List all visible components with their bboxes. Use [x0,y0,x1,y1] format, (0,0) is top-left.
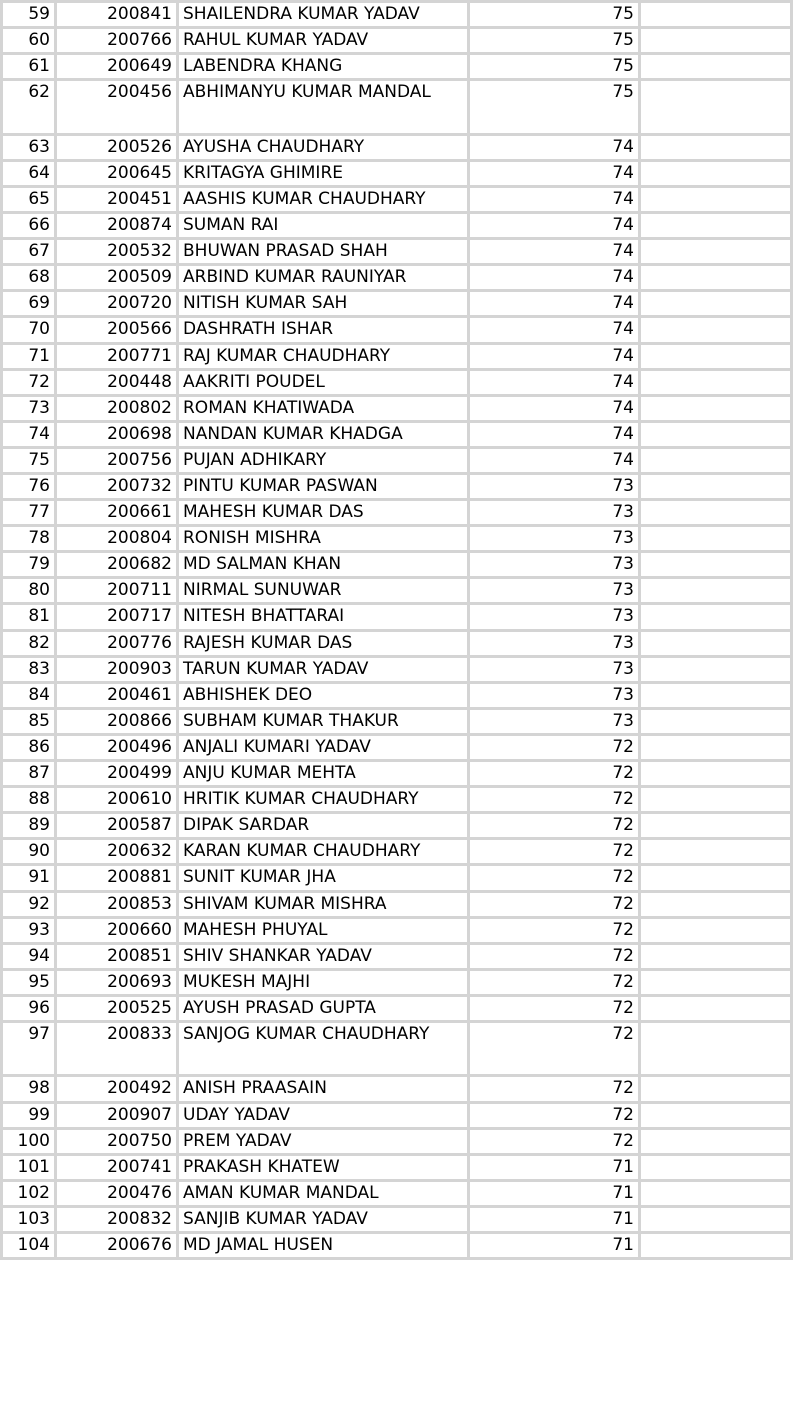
table-row [2,1076,792,1102]
remarks-cell [640,474,792,500]
marks-cell: 74 [469,291,640,317]
table-row [2,134,792,160]
marks-cell: 72 [469,734,640,760]
table-row [2,395,792,421]
student-name-cell: MUKESH MAJHI [178,969,469,995]
student-id-cell: 200587 [56,813,178,839]
serial-number-cell: 83 [2,656,56,682]
student-name-cell: ROMAN KHATIWADA [178,395,469,421]
table-row [2,2,792,28]
table-row [2,1102,792,1128]
marks-cell: 73 [469,604,640,630]
student-name-cell: AMAN KUMAR MANDAL [178,1180,469,1206]
serial-number-cell: 61 [2,54,56,80]
table-row [2,186,792,212]
table-row [2,995,792,1021]
student-name-cell: LABENDRA KHANG [178,54,469,80]
marks-cell: 72 [469,891,640,917]
table-row [2,604,792,630]
student-id-cell: 200907 [56,1102,178,1128]
student-id-cell: 200804 [56,526,178,552]
student-name-cell: NIRMAL SUNUWAR [178,578,469,604]
student-name-cell: MAHESH KUMAR DAS [178,500,469,526]
serial-number-cell: 97 [2,1021,56,1076]
serial-number-cell: 65 [2,186,56,212]
serial-number-cell: 84 [2,682,56,708]
remarks-cell [640,682,792,708]
student-name-cell: PREM YADAV [178,1128,469,1154]
serial-number-cell: 96 [2,995,56,1021]
table-row [2,54,792,80]
marks-cell: 72 [469,1076,640,1102]
serial-number-cell: 69 [2,291,56,317]
student-id-cell: 200645 [56,160,178,186]
marks-cell: 72 [469,865,640,891]
student-id-cell: 200525 [56,995,178,1021]
serial-number-cell: 60 [2,28,56,54]
student-id-cell: 200499 [56,761,178,787]
serial-number-cell: 62 [2,80,56,135]
serial-number-cell: 63 [2,134,56,160]
marks-cell: 73 [469,526,640,552]
serial-number-cell: 103 [2,1206,56,1232]
marks-cell: 75 [469,54,640,80]
serial-number-cell: 99 [2,1102,56,1128]
marks-cell: 74 [469,395,640,421]
student-id-cell: 200509 [56,265,178,291]
remarks-cell [640,1154,792,1180]
student-id-cell: 200881 [56,865,178,891]
serial-number-cell: 66 [2,213,56,239]
serial-number-cell: 100 [2,1128,56,1154]
table-row [2,500,792,526]
remarks-cell [640,54,792,80]
table-row [2,265,792,291]
student-id-cell: 200532 [56,239,178,265]
student-name-cell: AYUSH PRASAD GUPTA [178,995,469,1021]
remarks-cell [640,1233,792,1259]
student-name-cell: TARUN KUMAR YADAV [178,656,469,682]
student-id-cell: 200802 [56,395,178,421]
remarks-cell [640,28,792,54]
table-row [2,160,792,186]
remarks-cell [640,239,792,265]
marks-cell: 72 [469,787,640,813]
table-row [2,813,792,839]
student-id-cell: 200720 [56,291,178,317]
marks-cell: 73 [469,552,640,578]
remarks-cell [640,500,792,526]
student-name-cell: MD JAMAL HUSEN [178,1233,469,1259]
student-name-cell: RAJ KUMAR CHAUDHARY [178,343,469,369]
student-id-cell: 200526 [56,134,178,160]
remarks-cell [640,839,792,865]
student-id-cell: 200741 [56,1154,178,1180]
marks-cell: 72 [469,839,640,865]
table-row [2,1180,792,1206]
results-table-body [2,2,792,1259]
student-id-cell: 200610 [56,787,178,813]
table-row [2,734,792,760]
serial-number-cell: 94 [2,943,56,969]
serial-number-cell: 67 [2,239,56,265]
serial-number-cell: 98 [2,1076,56,1102]
remarks-cell [640,395,792,421]
student-id-cell: 200693 [56,969,178,995]
student-id-cell: 200496 [56,734,178,760]
table-row [2,917,792,943]
remarks-cell [640,969,792,995]
student-name-cell: ARBIND KUMAR RAUNIYAR [178,265,469,291]
serial-number-cell: 102 [2,1180,56,1206]
student-name-cell: SUMAN RAI [178,213,469,239]
marks-cell: 71 [469,1154,640,1180]
table-row [2,839,792,865]
table-row [2,526,792,552]
table-row [2,761,792,787]
student-id-cell: 200660 [56,917,178,943]
serial-number-cell: 95 [2,969,56,995]
student-name-cell: SHIVAM KUMAR MISHRA [178,891,469,917]
serial-number-cell: 76 [2,474,56,500]
marks-cell: 74 [469,213,640,239]
student-id-cell: 200766 [56,28,178,54]
marks-cell: 74 [469,160,640,186]
remarks-cell [640,995,792,1021]
serial-number-cell: 93 [2,917,56,943]
remarks-cell [640,2,792,28]
remarks-cell [640,917,792,943]
student-name-cell: DASHRATH ISHAR [178,317,469,343]
marks-cell: 73 [469,708,640,734]
marks-cell: 72 [469,813,640,839]
table-row [2,239,792,265]
remarks-cell [640,865,792,891]
remarks-cell [640,891,792,917]
serial-number-cell: 71 [2,343,56,369]
marks-cell: 72 [469,1021,640,1076]
student-name-cell: PUJAN ADHIKARY [178,447,469,473]
marks-cell: 74 [469,186,640,212]
remarks-cell [640,160,792,186]
remarks-cell [640,526,792,552]
table-row [2,474,792,500]
marks-cell: 73 [469,500,640,526]
serial-number-cell: 91 [2,865,56,891]
marks-cell: 72 [469,943,640,969]
student-name-cell: NITESH BHATTARAI [178,604,469,630]
table-row [2,1154,792,1180]
student-name-cell: KRITAGYA GHIMIRE [178,160,469,186]
student-name-cell: ANJALI KUMARI YADAV [178,734,469,760]
serial-number-cell: 70 [2,317,56,343]
student-id-cell: 200682 [56,552,178,578]
student-id-cell: 200456 [56,80,178,135]
student-id-cell: 200649 [56,54,178,80]
student-id-cell: 200732 [56,474,178,500]
remarks-cell [640,552,792,578]
student-id-cell: 200711 [56,578,178,604]
student-name-cell: RAHUL KUMAR YADAV [178,28,469,54]
serial-number-cell: 86 [2,734,56,760]
marks-cell: 74 [469,421,640,447]
student-name-cell: SUBHAM KUMAR THAKUR [178,708,469,734]
serial-number-cell: 75 [2,447,56,473]
serial-number-cell: 85 [2,708,56,734]
student-name-cell: ANJU KUMAR MEHTA [178,761,469,787]
student-name-cell: BHUWAN PRASAD SHAH [178,239,469,265]
remarks-cell [640,734,792,760]
marks-cell: 73 [469,630,640,656]
serial-number-cell: 74 [2,421,56,447]
student-name-cell: PRAKASH KHATEW [178,1154,469,1180]
table-row [2,447,792,473]
serial-number-cell: 68 [2,265,56,291]
student-name-cell: HRITIK KUMAR CHAUDHARY [178,787,469,813]
student-id-cell: 200853 [56,891,178,917]
remarks-cell [640,265,792,291]
student-name-cell: DIPAK SARDAR [178,813,469,839]
student-id-cell: 200632 [56,839,178,865]
student-name-cell: RAJESH KUMAR DAS [178,630,469,656]
remarks-cell [640,447,792,473]
marks-cell: 71 [469,1180,640,1206]
serial-number-cell: 59 [2,2,56,28]
marks-cell: 72 [469,995,640,1021]
student-name-cell: SHAILENDRA KUMAR YADAV [178,2,469,28]
marks-cell: 74 [469,317,640,343]
remarks-cell [640,708,792,734]
student-id-cell: 200833 [56,1021,178,1076]
student-id-cell: 200661 [56,500,178,526]
student-id-cell: 200874 [56,213,178,239]
student-id-cell: 200866 [56,708,178,734]
student-name-cell: KARAN KUMAR CHAUDHARY [178,839,469,865]
remarks-cell [640,1076,792,1102]
marks-cell: 74 [469,447,640,473]
table-row [2,578,792,604]
marks-cell: 73 [469,474,640,500]
remarks-cell [640,1102,792,1128]
student-name-cell: AYUSHA CHAUDHARY [178,134,469,160]
serial-number-cell: 78 [2,526,56,552]
student-name-cell: NANDAN KUMAR KHADGA [178,421,469,447]
marks-cell: 72 [469,917,640,943]
serial-number-cell: 64 [2,160,56,186]
marks-cell: 74 [469,369,640,395]
marks-cell: 72 [469,1128,640,1154]
student-id-cell: 200851 [56,943,178,969]
remarks-cell [640,578,792,604]
remarks-cell [640,213,792,239]
marks-cell: 75 [469,28,640,54]
serial-number-cell: 77 [2,500,56,526]
student-id-cell: 200451 [56,186,178,212]
table-row [2,682,792,708]
table-row [2,552,792,578]
marks-cell: 74 [469,134,640,160]
table-row [2,1128,792,1154]
marks-cell: 71 [469,1206,640,1232]
serial-number-cell: 104 [2,1233,56,1259]
student-name-cell: SHIV SHANKAR YADAV [178,943,469,969]
remarks-cell [640,134,792,160]
serial-number-cell: 82 [2,630,56,656]
remarks-cell [640,630,792,656]
serial-number-cell: 88 [2,787,56,813]
remarks-cell [640,317,792,343]
student-id-cell: 200771 [56,343,178,369]
student-id-cell: 200832 [56,1206,178,1232]
remarks-cell [640,421,792,447]
remarks-cell [640,80,792,135]
serial-number-cell: 72 [2,369,56,395]
remarks-cell [640,656,792,682]
table-row [2,630,792,656]
serial-number-cell: 80 [2,578,56,604]
student-name-cell: ANISH PRAASAIN [178,1076,469,1102]
student-id-cell: 200717 [56,604,178,630]
serial-number-cell: 79 [2,552,56,578]
student-name-cell: SANJIB KUMAR YADAV [178,1206,469,1232]
serial-number-cell: 101 [2,1154,56,1180]
table-row [2,28,792,54]
marks-cell: 72 [469,1102,640,1128]
serial-number-cell: 90 [2,839,56,865]
marks-cell: 74 [469,239,640,265]
remarks-cell [640,186,792,212]
table-row [2,1233,792,1259]
student-name-cell: NITISH KUMAR SAH [178,291,469,317]
table-row [2,1021,792,1076]
remarks-cell [640,813,792,839]
table-row [2,969,792,995]
student-name-cell: SUNIT KUMAR JHA [178,865,469,891]
student-name-cell: AAKRITI POUDEL [178,369,469,395]
table-row [2,421,792,447]
student-id-cell: 200756 [56,447,178,473]
remarks-cell [640,1206,792,1232]
student-id-cell: 200841 [56,2,178,28]
serial-number-cell: 73 [2,395,56,421]
table-row [2,213,792,239]
remarks-cell [640,1180,792,1206]
remarks-cell [640,943,792,969]
student-name-cell: AASHIS KUMAR CHAUDHARY [178,186,469,212]
marks-cell: 73 [469,656,640,682]
student-name-cell: RONISH MISHRA [178,526,469,552]
remarks-cell [640,604,792,630]
serial-number-cell: 92 [2,891,56,917]
table-row [2,80,792,135]
table-row [2,865,792,891]
table-row [2,708,792,734]
student-id-cell: 200676 [56,1233,178,1259]
remarks-cell [640,343,792,369]
student-name-cell: UDAY YADAV [178,1102,469,1128]
table-row [2,343,792,369]
table-row [2,369,792,395]
marks-cell: 74 [469,265,640,291]
student-name-cell: ABHIMANYU KUMAR MANDAL [178,80,469,135]
marks-cell: 75 [469,2,640,28]
student-id-cell: 200448 [56,369,178,395]
serial-number-cell: 81 [2,604,56,630]
remarks-cell [640,787,792,813]
marks-cell: 73 [469,578,640,604]
serial-number-cell: 87 [2,761,56,787]
remarks-cell [640,761,792,787]
student-id-cell: 200476 [56,1180,178,1206]
table-row [2,317,792,343]
remarks-cell [640,1021,792,1076]
remarks-cell [640,291,792,317]
table-row [2,787,792,813]
table-row [2,943,792,969]
marks-cell: 73 [469,682,640,708]
student-id-cell: 200750 [56,1128,178,1154]
marks-cell: 75 [469,80,640,135]
marks-cell: 72 [469,761,640,787]
student-name-cell: PINTU KUMAR PASWAN [178,474,469,500]
remarks-cell [640,369,792,395]
table-row [2,291,792,317]
student-id-cell: 200492 [56,1076,178,1102]
table-row [2,891,792,917]
student-id-cell: 200566 [56,317,178,343]
marks-cell: 74 [469,343,640,369]
student-name-cell: SANJOG KUMAR CHAUDHARY [178,1021,469,1076]
student-id-cell: 200698 [56,421,178,447]
remarks-cell [640,1128,792,1154]
student-id-cell: 200903 [56,656,178,682]
table-row [2,656,792,682]
marks-cell: 71 [469,1233,640,1259]
student-name-cell: MD SALMAN KHAN [178,552,469,578]
student-name-cell: ABHISHEK DEO [178,682,469,708]
student-id-cell: 200776 [56,630,178,656]
marks-cell: 72 [469,969,640,995]
serial-number-cell: 89 [2,813,56,839]
student-name-cell: MAHESH PHUYAL [178,917,469,943]
table-row [2,1206,792,1232]
student-id-cell: 200461 [56,682,178,708]
